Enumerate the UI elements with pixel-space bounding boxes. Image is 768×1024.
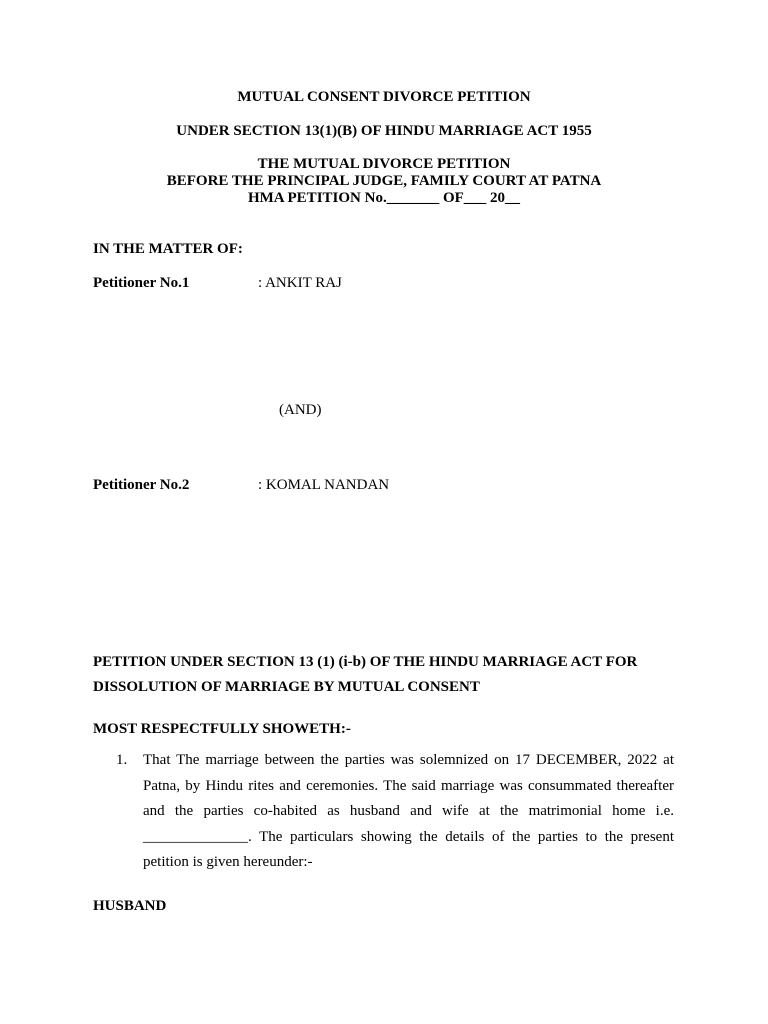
husband-heading: HUSBAND (93, 898, 167, 914)
petitioner2-value: : KOMAL NANDAN (258, 477, 390, 493)
petition-heading-line-2: DISSOLUTION OF MARRIAGE BY MUTUAL CONSENT (93, 679, 480, 695)
paragraph-number: 1. (116, 752, 128, 768)
and-separator: (AND) (279, 402, 322, 418)
showeth-heading: MOST RESPECTFULLY SHOWETH:- (93, 721, 351, 737)
petitioner1-label: Petitioner No.1 (93, 275, 190, 291)
heading-line-2: BEFORE THE PRINCIPAL JUDGE, FAMILY COURT AT PATNA (166, 173, 602, 189)
paragraph-1-text: That The marriage between the parties was solemnized on 17 DECEMBER, 2022 at Patna, by Hindu rites and ceremonies. The said marriage was consummated thereafter and the parties co-habited as husband and wife at the matrimonial home i.e. ______________. The particulars showing the details of the parties to the present petition is given hereunder:- (143, 752, 674, 871)
in-the-matter-heading: IN THE MATTER OF: (93, 241, 243, 257)
heading-line-1: THE MUTUAL DIVORCE PETITION (257, 156, 511, 172)
document-subtitle: UNDER SECTION 13(1)(B) OF HINDU MARRIAGE ACT 1955 (176, 123, 592, 139)
document-title: MUTUAL CONSENT DIVORCE PETITION (237, 89, 531, 105)
petition-heading-line-1: PETITION UNDER SECTION 13 (1) (i-b) OF THE HINDU MARRIAGE ACT FOR (93, 654, 638, 670)
heading-line-3: HMA PETITION No._______ OF___ 20__ (247, 190, 521, 206)
petitioner2-label: Petitioner No.2 (93, 477, 190, 493)
petitioner1-value: : ANKIT RAJ (258, 275, 342, 291)
